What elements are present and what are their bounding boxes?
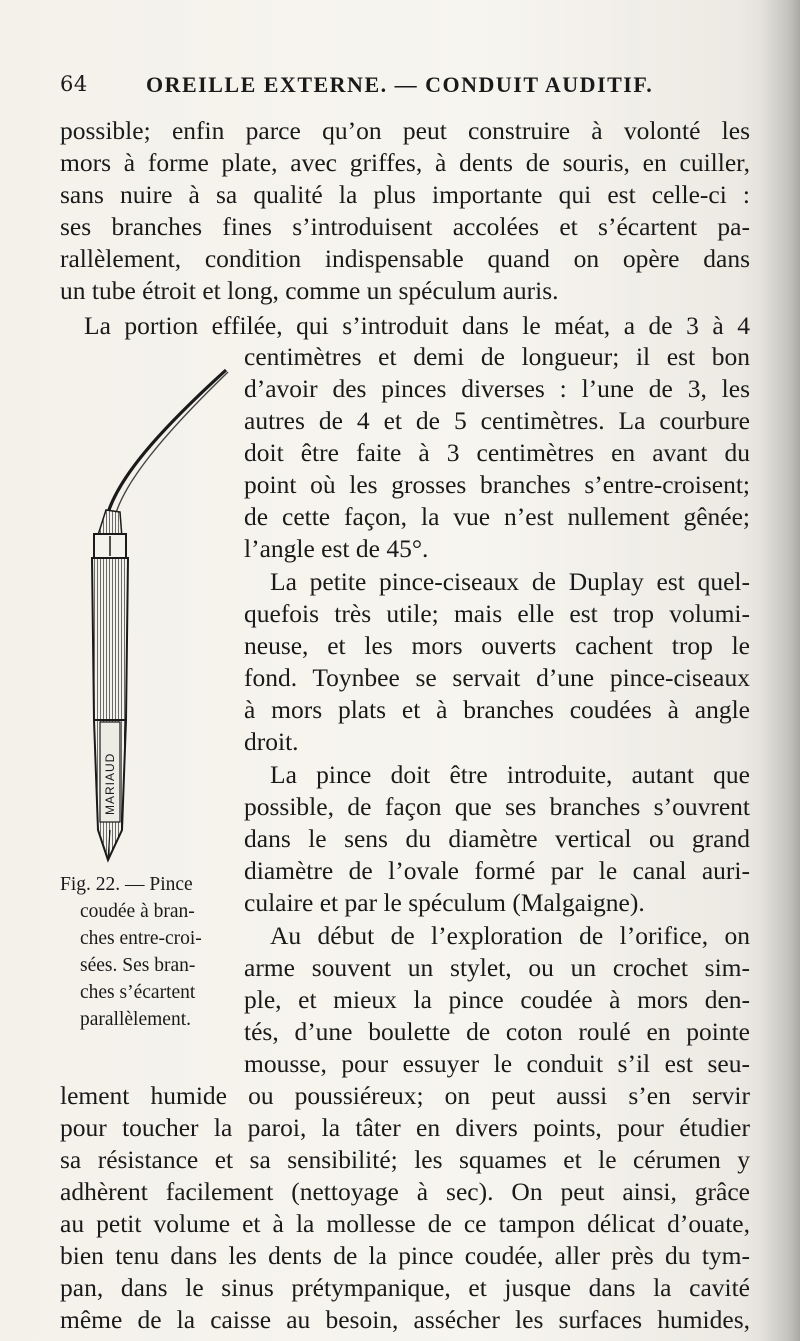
text-line: au petit volume et à la mollesse de ce tampon délicat d’ouate, — [60, 1209, 750, 1238]
text-line: bien tenu dans les dents de la pince coudée, aller près du tym- — [60, 1241, 750, 1270]
text-line: neuse, et les mors ouverts cachent trop le — [244, 631, 750, 660]
maker-mark: MARIAUD — [103, 752, 117, 815]
text-line: centimètres et demi de longueur; il est bon — [244, 342, 750, 371]
text-line: l’angle est de 45°. — [244, 534, 429, 563]
text-line: même de la caisse au besoin, assécher les surfaces humides, — [60, 1305, 750, 1334]
figure-caption-line: ches entre-croi- — [80, 928, 202, 949]
text-line: dans le sens du diamètre vertical ou grand — [244, 824, 750, 853]
text-line: point où les grosses branches s’entre-croisent; — [244, 470, 750, 499]
text-line: à mors plats et à branches coudées à angle — [244, 695, 750, 724]
text-line: lement humide ou poussiéreux; on peut aussi s’en servir — [60, 1081, 750, 1110]
page-edge-shadow — [760, 0, 800, 1341]
text-line: pan, dans le sinus prétympanique, et jusque dans la cavité — [60, 1273, 750, 1302]
figure-caption-line: Fig. 22. — Pince — [60, 874, 193, 895]
text-line: fond. Toynbee se servait d’une pince-ciseaux — [244, 663, 750, 692]
text-line: droit. — [244, 727, 299, 756]
figure-caption-line: parallèlement. — [80, 1009, 191, 1030]
text-line: doit être faite à 3 centimètres en avant du — [244, 438, 750, 467]
text-line: La portion effilée, qui s’introduit dans le méat, a de 3 à 4 — [84, 311, 750, 340]
text-line: sans nuire à sa qualité la plus importante qui est celle-ci : — [60, 180, 750, 209]
running-head: OREILLE EXTERNE. — CONDUIT AUDITIF. — [146, 72, 654, 97]
page-number: 64 — [60, 72, 88, 96]
text-line: sa résistance et sa sensibilité; les squames et le cérumen y — [60, 1145, 750, 1174]
text-line: rallèlement, condition indispensable quand on opère dans — [60, 244, 750, 273]
text-line: d’avoir des pinces diverses : l’une de 3, les — [244, 374, 750, 403]
figure-caption-line: coudée à bran- — [80, 901, 195, 922]
text-line: autres de 4 et de 5 centimètres. La courbure — [244, 406, 750, 435]
text-line: La pince doit être introduite, autant que — [270, 760, 750, 789]
text-line: mousse, pour essuyer le conduit s’il est seu- — [244, 1049, 750, 1078]
text-line: diamètre de l’ovale formé par le canal auri- — [244, 856, 750, 885]
text-line: Au début de l’exploration de l’orifice, on — [270, 921, 750, 950]
text-line: un tube étroit et long, comme un spéculum auris. — [60, 276, 559, 305]
text-line: ses branches fines s’introduisent accolées et s’écartent pa- — [60, 212, 750, 241]
text-line: de cette façon, la vue n’est nullement gênée; — [244, 502, 750, 531]
text-line: mors à forme plate, avec griffes, à dents de souris, en cuiller, — [60, 148, 750, 177]
text-line: culaire et par le spéculum (Malgaigne). — [244, 888, 645, 917]
forceps-tip-highlight — [114, 372, 228, 520]
text-line: tés, d’une boulette de coton roulé en pointe — [244, 1017, 750, 1046]
text-line: quefois très utile; mais elle est trop volumi- — [244, 599, 750, 628]
text-line: adhèrent facilement (nettoyage à sec). On peut ainsi, grâce — [60, 1177, 750, 1206]
text-line: possible, de façon que ses branches s’ouvrent — [244, 792, 750, 821]
figure-caption-line: sées. Ses bran- — [80, 955, 196, 976]
text-line: pour toucher la paroi, la tâter en divers points, pour étudier — [60, 1113, 750, 1142]
text-line: possible; enfin parce qu’on peut construire à volonté les — [60, 116, 750, 145]
page-header — [60, 72, 720, 104]
text-line: arme souvent un stylet, ou un crochet sim- — [244, 953, 750, 982]
text-line: La petite pince-ciseaux de Duplay est quel- — [270, 567, 750, 596]
forceps-handle — [92, 558, 128, 720]
forceps-illustration — [70, 360, 240, 870]
text-line: ple, et mieux la pince coudée à mors den- — [244, 985, 750, 1014]
figure-caption-line: ches s’écartent — [80, 982, 196, 1003]
